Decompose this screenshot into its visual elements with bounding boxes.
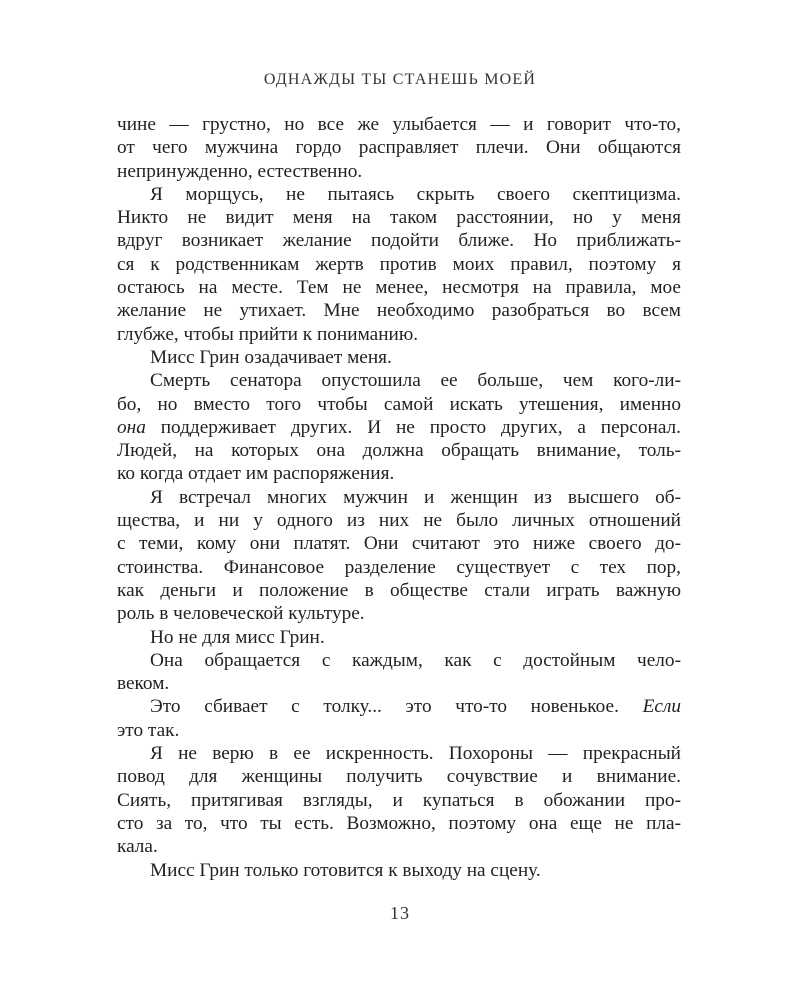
- text-line: [117, 602, 681, 625]
- text-line: [117, 299, 681, 322]
- italic-text: Если: [642, 696, 681, 718]
- text-line: [117, 276, 681, 299]
- line-text: Я не верю в ее искренность. Похороны — прекрасный: [150, 743, 681, 765]
- text-line: [117, 229, 681, 252]
- line-text: остаюсь на месте. Тем не менее, несмотря на правила, мое: [117, 277, 681, 299]
- text-line: [117, 859, 681, 882]
- text-line: [117, 579, 681, 602]
- text-line: [117, 509, 681, 532]
- line-text: Никто не видит меня на таком расстоянии, но у меня: [117, 207, 681, 229]
- text-line: [117, 626, 681, 649]
- line-text: с теми, кому они платят. Они считают это ниже своего до-: [117, 533, 681, 555]
- line-text: непринужденно, естественно.: [117, 160, 363, 182]
- line-text: роль в человеческой культуре.: [117, 603, 365, 625]
- text-line: [117, 835, 681, 858]
- text-line: [117, 812, 681, 835]
- line-text: сто за то, что ты есть. Возможно, поэтому она еще не пла-: [117, 812, 681, 834]
- text-line: [117, 253, 681, 276]
- text-line: [117, 742, 681, 765]
- page-number: 13: [390, 903, 410, 923]
- line-text: Мисс Грин только готовится к выходу на сцену.: [150, 859, 541, 881]
- text-line: [117, 393, 681, 416]
- line-text: ся к родственникам жертв против моих правил, поэтому я: [117, 253, 681, 275]
- text-line: [117, 695, 681, 718]
- line-text: поддерживает других. И не просто других, а персонал.: [145, 416, 681, 438]
- line-text: повод для женщины получить сочувствие и внимание.: [117, 766, 681, 788]
- text-line: [117, 649, 681, 672]
- line-text: Людей, на которых она должна обращать внимание, толь-: [117, 440, 681, 462]
- text-line: [117, 323, 681, 346]
- line-text: как деньги и положение в обществе стали играть важную: [117, 579, 681, 601]
- text-line: [117, 672, 681, 695]
- line-text: Смерть сенатора опустошила ее больше, чем кого-ли-: [150, 370, 681, 392]
- line-text: Это сбивает с толку... это что-то новенькое.: [150, 696, 643, 718]
- line-text: Но не для мисс Грин.: [150, 626, 325, 648]
- line-text: вдруг возникает желание подойти ближе. Но приближать-: [117, 230, 681, 252]
- text-line: [117, 416, 681, 439]
- text-line: [117, 183, 681, 206]
- line-text: Я морщусь, не пытаясь скрыть своего скептицизма.: [150, 183, 681, 205]
- line-text: Она обращается с каждым, как с достойным чело-: [150, 649, 681, 671]
- line-text: Я встречал многих мужчин и женщин из высшего об-: [150, 486, 681, 508]
- text-line: [117, 556, 681, 579]
- running-title: ОДНАЖДЫ ТЫ СТАНЕШЬ МОЕЙ: [263, 71, 537, 88]
- line-text: стоинства. Финансовое разделение существует с тех пор,: [117, 556, 681, 578]
- text-line: [117, 160, 681, 183]
- text-line: [117, 789, 681, 812]
- line-text: желание не утихает. Мне необходимо разобраться во всем: [117, 300, 681, 322]
- line-text: Сиять, притягивая взгляды, и купаться в обожании про-: [117, 789, 681, 811]
- text-line: [117, 462, 681, 485]
- line-text: веком.: [117, 673, 170, 695]
- line-text: бо, но вместо того чтобы самой искать утешения, именно: [117, 393, 681, 415]
- line-text: чине — грустно, но все же улыбается — и говорит что-то,: [117, 114, 681, 135]
- text-line: [117, 136, 681, 159]
- line-text: глубже, чтобы прийти к пониманию.: [117, 323, 419, 345]
- text-line: [117, 206, 681, 229]
- line-text: ко когда отдает им распоряжения.: [117, 463, 395, 485]
- text-line: [117, 369, 681, 392]
- italic-text: она: [117, 416, 146, 438]
- body-text: [117, 113, 681, 882]
- text-line: [117, 532, 681, 555]
- line-text: Мисс Грин озадачивает меня.: [150, 346, 392, 368]
- line-text: от чего мужчина гордо расправляет плечи. Они общаются: [117, 137, 681, 159]
- text-line: [117, 486, 681, 509]
- line-text: это так.: [117, 719, 180, 741]
- text-line: [117, 439, 681, 462]
- text-line: [117, 346, 681, 369]
- text-line: [117, 113, 681, 136]
- text-line: [117, 765, 681, 788]
- text-line: [117, 719, 681, 742]
- line-text: щества, и ни у одного из них не было личных отношений: [117, 510, 681, 532]
- line-text: кала.: [117, 836, 158, 858]
